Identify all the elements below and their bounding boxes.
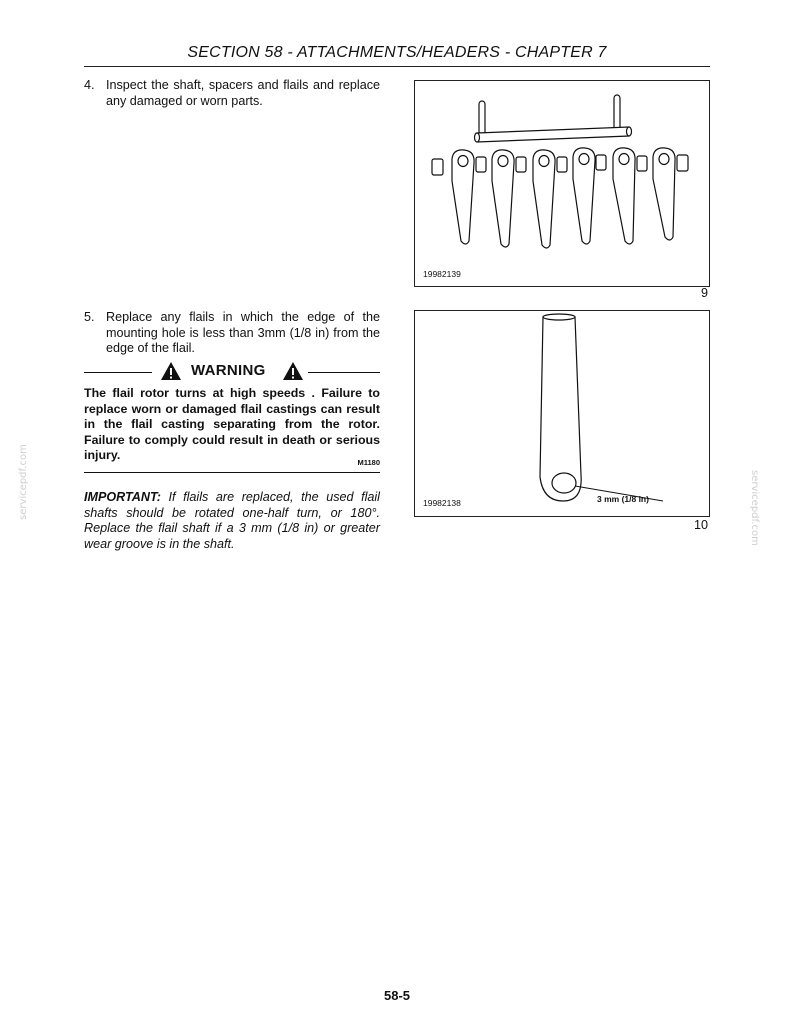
watermark-right: servicepdf.com	[749, 470, 760, 546]
flail-shaft	[477, 127, 629, 142]
page-number: 58-5	[383, 988, 411, 1003]
wear-callout: 3 mm (1/8 in)	[597, 494, 649, 504]
important-note	[84, 490, 380, 552]
pin-right	[614, 95, 620, 131]
important-label: IMPORTANT:	[84, 490, 161, 504]
warning-text: The flail rotor turns at high speeds . Failure to replace worn or damaged flail castings can result in the flail casting separating from the rotor. Failure to comply could result in death or serious injury.	[84, 386, 380, 462]
warning-code: M1180	[357, 458, 380, 467]
figure-9	[414, 80, 710, 287]
figure-number: 10	[693, 518, 708, 532]
pin-left	[479, 101, 485, 135]
step-number: 4.	[84, 78, 95, 92]
step-text: Replace any flails in which the edge of the mounting hole is less than 3mm (1/8 in) from the edge of the flail.	[106, 310, 380, 355]
warning-header	[84, 360, 380, 384]
figure-reference: 19982138	[423, 498, 461, 508]
important-text: If flails are replaced, the used flail shafts should be rotated one-half turn, or 180°. Replace the flail shaft if a 3 mm (1/8 in) or greater wear groove is in the shaft.	[84, 490, 380, 551]
figure-10	[414, 310, 710, 517]
warning-heading: WARNING	[191, 362, 266, 379]
step-text: Inspect the shaft, spacers and flails and replace any damaged or worn parts.	[106, 78, 380, 108]
warning-rule-right	[308, 372, 380, 373]
flail-wear-illustration	[415, 311, 709, 516]
figure-number: 9	[700, 286, 708, 300]
flail-parts-illustration	[415, 81, 709, 286]
warning-triangle-icon	[160, 361, 182, 381]
figure-reference: 19982139	[423, 269, 461, 279]
header-rule	[84, 66, 710, 67]
mounting-hole	[552, 473, 576, 493]
step-number: 5.	[84, 310, 95, 324]
step-4	[84, 78, 380, 109]
warning-rule-left	[84, 372, 152, 373]
warning-bottom-rule	[84, 472, 380, 473]
watermark-left: servicepdf.com	[18, 444, 29, 520]
step-5	[84, 310, 380, 357]
section-title: SECTION 58 - ATTACHMENTS/HEADERS - CHAPTER 7	[187, 44, 607, 61]
warning-triangle-icon	[282, 361, 304, 381]
